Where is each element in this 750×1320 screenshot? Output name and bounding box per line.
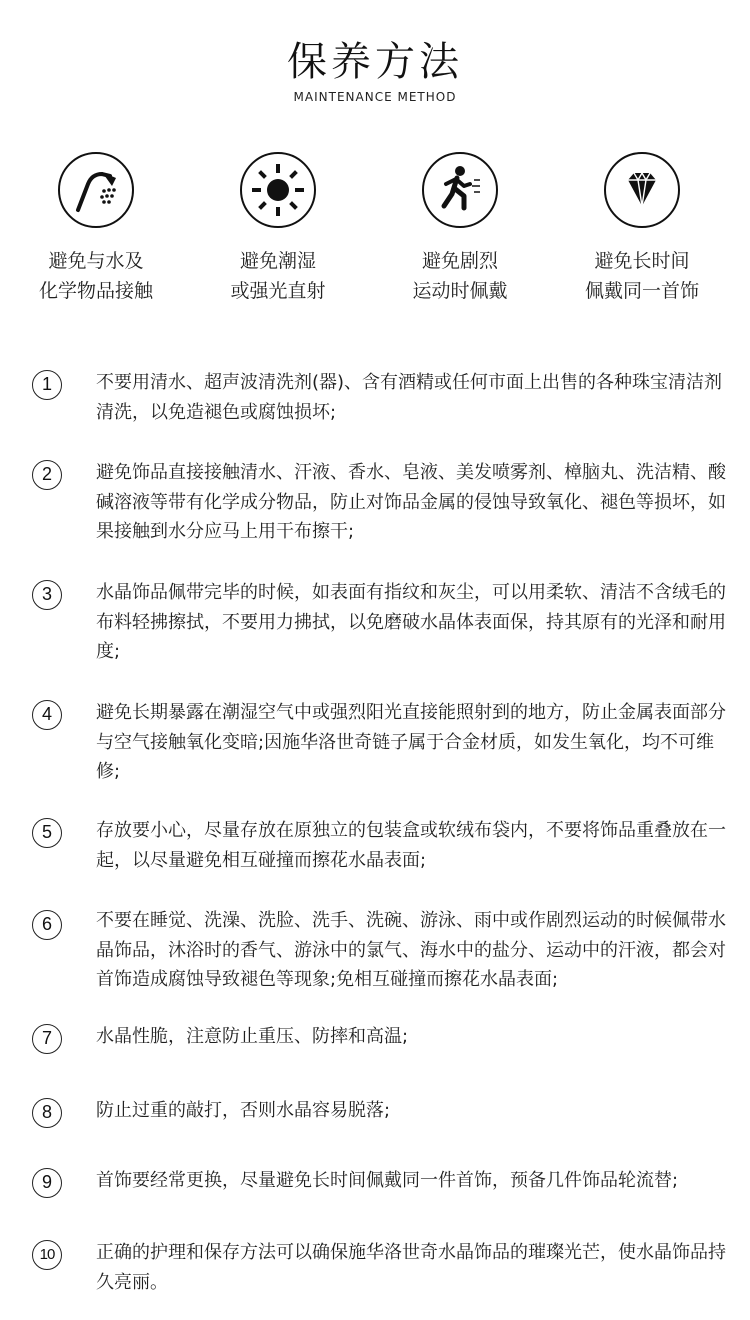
item-text: 水晶性脆，注意防止重压、防摔和高温; [96, 1026, 409, 1047]
icon-item-diamond [552, 152, 732, 306]
item-text: 不要用清水、超声波清洗剂(器)、含有酒精或任何市面上出售的各种珠宝清洁剂清洗，以免造褪色或腐蚀损坏; [96, 372, 723, 423]
item-number: 2 [32, 460, 62, 490]
icon-label: 避免潮湿 或强光直射 [230, 250, 326, 302]
item-number: 3 [32, 580, 62, 610]
diamond-icon [604, 152, 680, 228]
page-title: 保养方法 [287, 39, 463, 85]
item-number: 7 [32, 1024, 62, 1054]
icon-item-water [6, 152, 186, 306]
item-number: 6 [32, 910, 62, 940]
item-text: 避免长期暴露在潮湿空气中或强烈阳光直接能照射到的地方，防止金属表面部分与空气接触氧化变暗;因施华洛世奇链子属于合金材质，如发生氧化，均不可维修; [96, 702, 726, 782]
icon-item-sun [188, 152, 368, 306]
icon-row [0, 152, 750, 312]
item-text: 不要在睡觉、洗澡、洗脸、洗手、洗碗、游泳、雨中或作剧烈运动的时候佩带水晶饰品，沐浴时的香气、游泳中的氯气、海水中的盐分、运动中的汗液，都会对首饰造成腐蚀导致褪色等现象;免相互碰撞而擦花水晶表面; [96, 910, 726, 990]
icon-label: 避免长时间 佩戴同一首饰 [584, 250, 699, 302]
item-number: 9 [32, 1168, 62, 1198]
item-text: 水晶饰品佩带完毕的时候，如表面有指纹和灰尘，可以用柔软、清洁不含绒毛的布料轻拂擦拭，不要用力拂拭，以免磨破水晶体表面保，持其原有的光泽和耐用度; [96, 582, 726, 662]
icon-label: 避免剧烈 运动时佩戴 [412, 250, 508, 302]
item-text: 首饰要经常更换，尽量避免长时间佩戴同一件首饰，预备几件饰品轮流替; [96, 1170, 679, 1191]
item-number: 5 [32, 818, 62, 848]
item-number: 1 [32, 370, 62, 400]
item-text: 防止过重的敲打，否则水晶容易脱落; [96, 1100, 391, 1121]
item-number: 10 [32, 1240, 62, 1270]
item-text: 避免饰品直接接触清水、汗液、香水、皂液、美发喷雾剂、樟脑丸、洗洁精、酸碱溶液等带有化学成分物品，防止对饰品金属的侵蚀导致氧化、褪色等损坏，如果接触到水分应马上用干布擦干; [96, 462, 726, 542]
item-text: 正确的护理和保存方法可以确保施华洛世奇水晶饰品的璀璨光芒，使水晶饰品持久亮丽。 [96, 1242, 726, 1293]
item-text: 存放要小心，尽量存放在原独立的包装盒或软绒布袋内，不要将饰品重叠放在一起，以尽量避免相互碰撞而擦花水晶表面; [96, 820, 726, 871]
item-number: 4 [32, 700, 62, 730]
icon-label: 避免与水及 化学物品接触 [38, 250, 153, 302]
icon-item-exercise [370, 152, 550, 306]
shower-icon [58, 152, 134, 228]
running-person-icon [422, 152, 498, 228]
page-subtitle: MAINTENANCE METHOD [293, 90, 457, 104]
item-number: 8 [32, 1098, 62, 1128]
sun-icon [240, 152, 316, 228]
